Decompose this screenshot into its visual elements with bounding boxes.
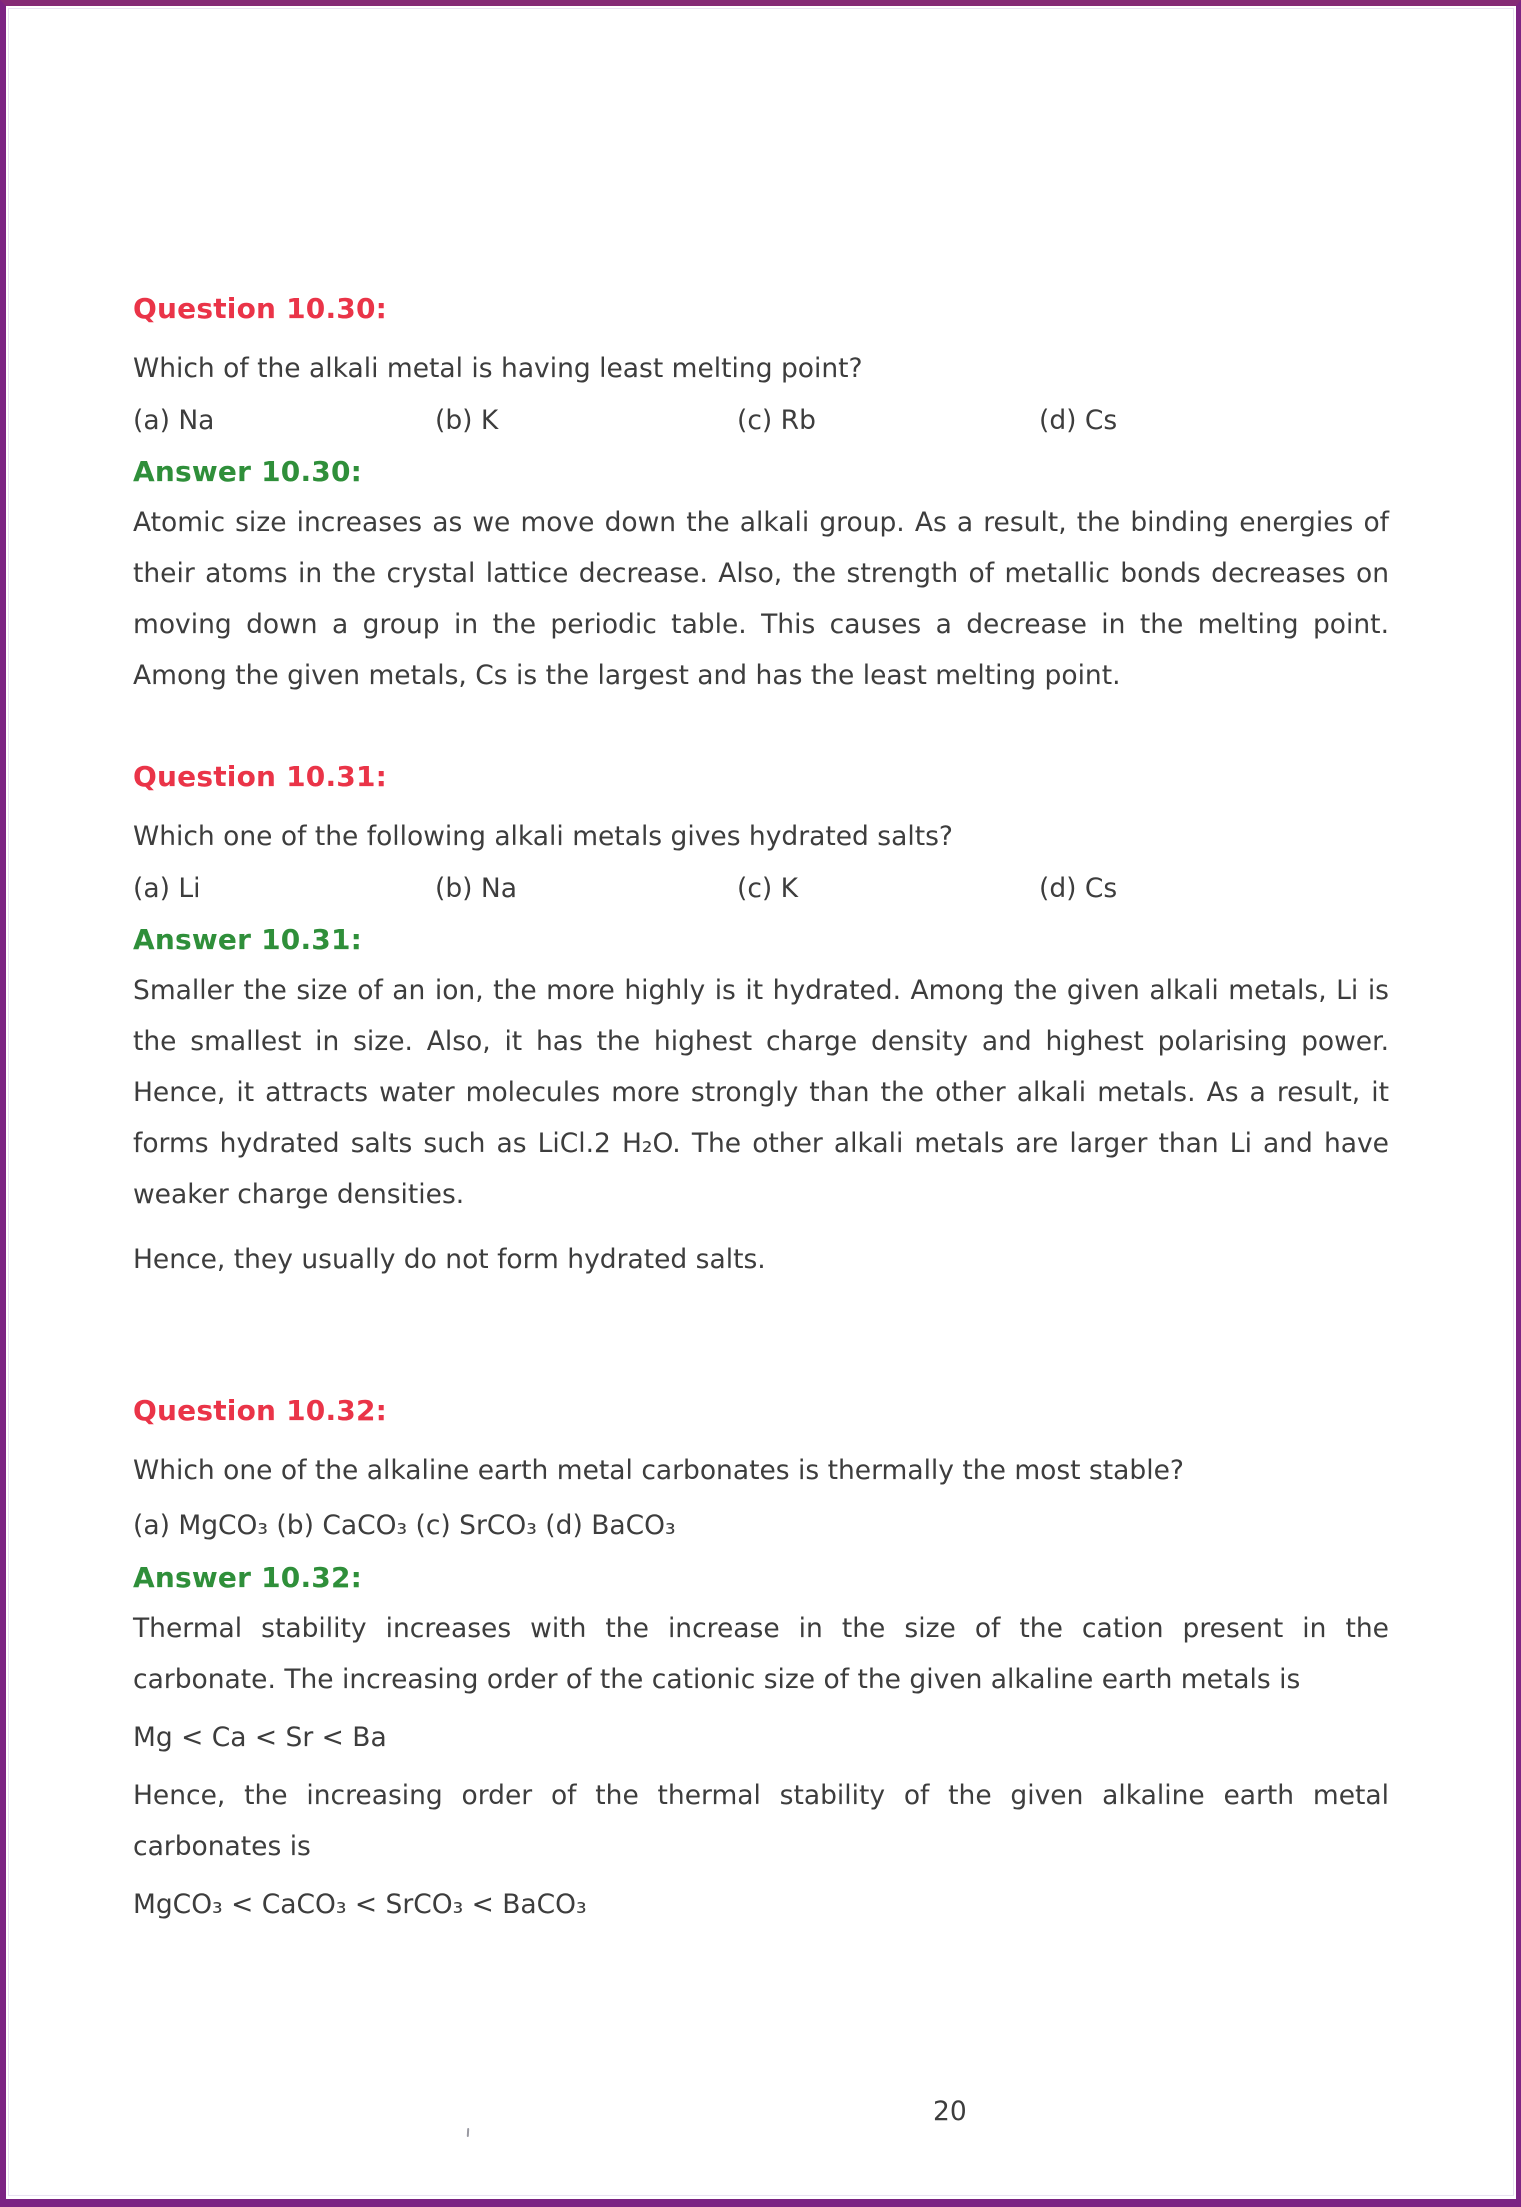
answer-paragraph: Smaller the size of an ion, the more highly is it hydrated. Among the given alkali metals, Li is the smallest in size. Also, it has the highest charge density and highest polarising power. Hence, it attracts water molecules more strongly than the other alkali metals. As a result, it forms hydrated salts such as LiCl.2 H₂O. The other alkali metals are larger than Li and have weaker charge densities. [133, 975, 1389, 1210]
question-label: Question 10.31: [133, 760, 388, 793]
answer-body [133, 965, 1389, 1285]
answer-label: Answer 10.32: [133, 1561, 363, 1594]
option-b: (b) Na [435, 873, 517, 904]
question-label: Question 10.32: [133, 1394, 388, 1427]
answer-body [133, 1603, 1389, 1930]
option-c: (c) Rb [737, 405, 816, 436]
answer-paragraph: Hence, the increasing order of the thermal stability of the given alkaline earth metal carbonates is [133, 1780, 1389, 1862]
options-row [133, 863, 1389, 914]
option-d: (d) Cs [1039, 405, 1118, 436]
option-b: (b) K [435, 405, 499, 436]
question-text: Which one of the alkaline earth metal carbonates is thermally the most stable? [133, 1455, 1184, 1486]
stray-ink-mark [467, 2128, 469, 2137]
answer-body [133, 497, 1389, 701]
qa-block-10-32 [133, 1385, 1389, 1930]
question-text: Which of the alkali metal is having least melting point? [133, 353, 863, 384]
option-d: (d) Cs [1039, 873, 1118, 904]
question-text: Which one of the following alkali metals gives hydrated salts? [133, 821, 953, 852]
option-a: (a) Li [133, 873, 201, 904]
carbonate-stability-order: MgCO₃ < CaCO₃ < SrCO₃ < BaCO₃ [133, 1889, 587, 1920]
qa-block-10-30 [133, 283, 1389, 701]
option-a: (a) Na [133, 405, 215, 436]
options-row [133, 395, 1389, 446]
answer-paragraph: Hence, they usually do not form hydrated salts. [133, 1244, 766, 1275]
answer-paragraph: Atomic size increases as we move down the alkali group. As a result, the binding energies of their atoms in the crystal lattice decrease. Also, the strength of metallic bonds decreases on moving down a group in the periodic table. This causes a decrease in the melting point. Among the given metals, Cs is the largest and has the least melting point. [133, 507, 1389, 691]
answer-label: Answer 10.31: [133, 923, 363, 956]
option-c: (c) K [737, 873, 799, 904]
qa-block-10-31 [133, 751, 1389, 1285]
question-label: Question 10.30: [133, 292, 388, 325]
answer-paragraph: Thermal stability increases with the increase in the size of the cation present in the carbonate. The increasing order of the cationic size of the given alkaline earth metals is [133, 1613, 1389, 1695]
page-number: 20 [933, 2096, 967, 2127]
document-content [133, 283, 1389, 1930]
options-inline: (a) MgCO₃ (b) CaCO₃ (c) SrCO₃ (d) BaCO₃ [133, 1510, 676, 1541]
cation-size-order: Mg < Ca < Sr < Ba [133, 1722, 387, 1753]
answer-label: Answer 10.30: [133, 455, 363, 488]
